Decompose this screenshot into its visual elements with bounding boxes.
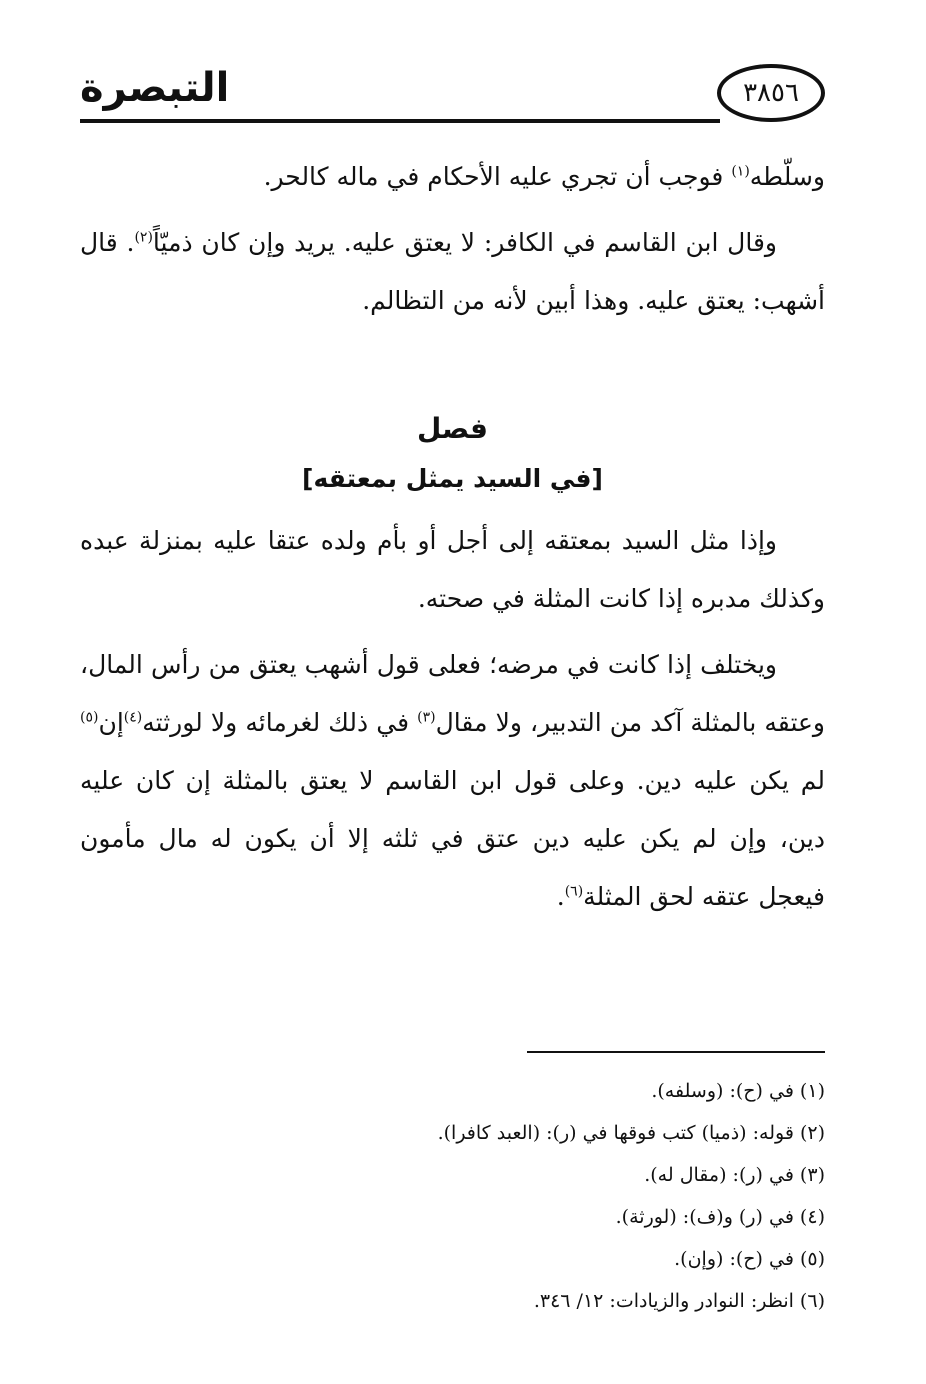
- section-spacer: [80, 338, 825, 404]
- paragraph-4-text-b: في ذلك لغرمائه ولا لورثته: [142, 708, 418, 737]
- footnote-4: (٤) في (ر) و(ف): (لورثة).: [615, 1206, 825, 1228]
- section-subheading: [في السيد يمثل بمعتقه]: [302, 464, 603, 493]
- footnote-ref-1: (١): [731, 163, 750, 180]
- paragraph-1-text-a: وسلّطه: [749, 162, 825, 191]
- footnotes-list: [80, 1070, 825, 1322]
- paragraph-1: [80, 148, 825, 206]
- section-heading: فصل: [417, 412, 488, 445]
- footnote-3: (٣) في (ر): (مقال له).: [644, 1164, 825, 1186]
- page-number-badge: [717, 64, 825, 122]
- footnote-ref-5: (٥): [80, 709, 99, 726]
- paragraph-2-text-a: وقال ابن القاسم في الكافر: لا يعتق عليه. يريد وإن كان ذميّاً: [152, 228, 777, 257]
- paragraph-2-text-b: . قال أشهب: يعتق عليه. وهذا أبين لأنه من التظالم.: [80, 228, 825, 315]
- paragraph-4-text-c: إن: [98, 708, 124, 737]
- paragraph-2: [80, 214, 825, 330]
- footnote-ref-3: (٣): [417, 709, 436, 726]
- paragraph-4: [80, 636, 825, 926]
- paragraph-4-text-e: .: [556, 882, 565, 911]
- paragraph-3: [80, 512, 825, 628]
- paragraph-1-text-b: فوجب أن تجري عليه الأحكام في ماله كالحر.: [263, 162, 732, 191]
- footnote-5: (٥) في (ح): (وإن).: [674, 1248, 825, 1270]
- footnote-6: (٦) انظر: النوادر والزيادات: ١٢/ ٣٤٦.: [533, 1290, 825, 1312]
- footnote-ref-2: (٢): [134, 229, 153, 246]
- paragraph-4-text-d: لم يكن عليه دين. وعلى قول ابن القاسم لا يعتق بالمثلة إن كان عليه دين، وإن لم يكن عليه دين عتق في ثلثه إلا أن يكون له مال مأمون فيعجل عتقه لحق المثلة: [80, 766, 825, 911]
- paragraph-3-text: وإذا مثل السيد بمعتقه إلى أجل أو بأم ولده عتقا عليه بمنزلة عبده وكذلك مدبره إذا كانت المثلة في صحته.: [80, 526, 825, 613]
- footnote-ref-4: (٤): [123, 709, 143, 726]
- page-number: ٣٨٥٦: [743, 78, 799, 108]
- book-title: التبصرة: [80, 65, 230, 111]
- main-text: [80, 148, 825, 934]
- page-header: [80, 60, 825, 130]
- footnote-ref-6: (٦): [564, 883, 584, 900]
- footnote-2: (٢) قوله: (ذميا) كتب فوقها في (ر): (العبد كافرا).: [437, 1122, 825, 1144]
- footnote-rule: [527, 1051, 825, 1053]
- header-rule: [80, 119, 720, 123]
- paragraph-4-text-a: ويختلف إذا كانت في مرضه؛ فعلى قول أشهب يعتق من رأس المال، وعتقه بالمثلة آكد من التدبير، ولا مقال: [80, 650, 825, 737]
- footnote-1: (١) في (ح): (وسلفه).: [651, 1080, 825, 1102]
